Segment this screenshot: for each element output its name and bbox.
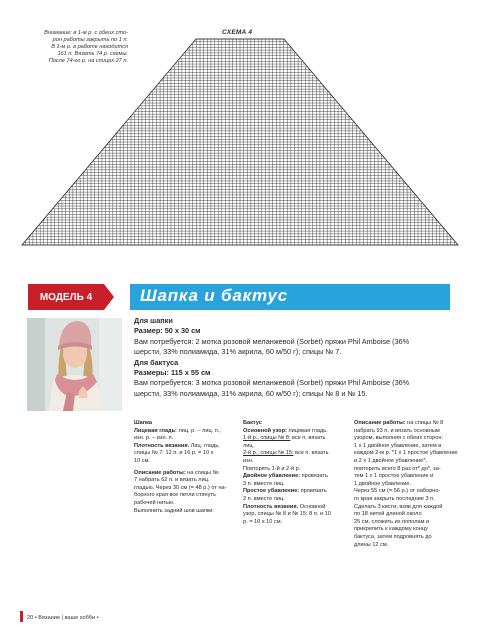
text-line: изн.	[243, 457, 254, 464]
text-line: го края закрыть последние 3 п.	[354, 495, 435, 502]
model-label: МОДЕЛЬ 4	[28, 284, 104, 310]
text-line: р. = 10 x 10 см.	[243, 518, 283, 525]
text-line: Плотность вязания. Лиц. гладь,	[134, 442, 220, 449]
scheme-note-line: Внимание: в 1-м р. с обеих сто-	[44, 30, 128, 36]
text-line: Описание работы: на спицы №	[134, 469, 219, 476]
text-line: гладью. Через 30 см (= 48 р.) от на-	[134, 484, 227, 491]
text-line: 1 двойное убавление.	[354, 480, 412, 487]
text-line: спицы № 7: 12 п. и 16 р. = 10 x	[134, 450, 214, 457]
text-line: Выполнить задний шов шапки.	[134, 507, 214, 514]
bactus-heading: Для бактуса	[134, 357, 179, 367]
bactus-instructions	[243, 420, 349, 526]
chart-grid	[22, 39, 458, 245]
text-line: лиц.	[243, 442, 255, 449]
model-title: Шапка и бактус	[140, 286, 288, 305]
text-line: 3 п. вместе лиц.	[243, 480, 285, 487]
text-line: 25 см, сложить их пополам и	[354, 518, 430, 525]
bactus-materials-cont: шерсти, 33% полиамида, 31% акрила, 60 м/50 г); спицы № 8 и № 15.	[134, 388, 368, 398]
text-line: рабочей нитью.	[134, 499, 175, 506]
footer-text: • Вязание | ваше хобби •	[34, 615, 99, 621]
hat-materials-cont: шерсти, 33% полиамида, 31% акрила, 60 м/50 г); спицы № 7.	[134, 347, 342, 357]
text-line: Основной узор: лицевая гладь.	[243, 427, 328, 434]
text-line: прикрепить к каждому концу	[354, 526, 428, 533]
text-line: тем 1 x 1 простое убавление и	[354, 473, 434, 480]
text-line: 7 набрать 62 п. и вязать лиц.	[134, 477, 210, 484]
text-line: бактуса, затем подровнять до	[354, 533, 432, 540]
text-line: 1 x 1 двойное убавление, затем в	[354, 442, 442, 449]
text-line: Через 55 см (= 56 р.) от наборно-	[354, 488, 441, 495]
hat-materials: Вам потребуется: 2 мотка розовой меланжевой (Sorbet) пряжи Phil Amboise (36%	[134, 336, 410, 346]
scheme-note-line: В 1-м р. в работе находится	[51, 44, 128, 50]
scheme-note-line: 161 п. Вязать 74 р. схемы.	[57, 51, 128, 57]
hat-instr-heading: Шапка	[134, 420, 153, 426]
text-line: набрать 93 п. и вязать основным	[354, 427, 440, 434]
text-line: Повторять 1-й и 2-й р.	[243, 465, 301, 472]
bactus-work-description	[354, 420, 458, 549]
text-line: повторить всего 8 раз от* до*, за-	[354, 465, 441, 472]
model-photo	[27, 318, 122, 411]
hat-instructions	[134, 420, 240, 515]
bactus-materials: Вам потребуется: 3 мотка розовой меланжевой (Sorbet) пряжи Phil Amboise (36%	[134, 378, 410, 388]
hat-size: Размер: 50 x 30 см	[134, 326, 201, 336]
page-number: 20	[27, 615, 34, 621]
bactus-size: Размеры: 115 x 55 см	[134, 368, 211, 378]
hat-heading: Для шапки	[134, 316, 173, 325]
text-line: 10 см.	[134, 457, 150, 464]
footer	[27, 615, 99, 621]
scheme-title: СХЕМА 4	[222, 29, 253, 36]
text-line: каждом 2-м р. *1 x 1 простое убавление	[354, 450, 458, 457]
scheme-note-line: рон работы закрыть по 1 п.	[52, 37, 128, 43]
text-line: Двойное убавление: провязать	[243, 473, 328, 480]
text-line: 2-й р., спицы № 15: все п. вязать	[243, 450, 329, 457]
text-line: узором, выполняя с обеих сторон:	[354, 435, 444, 442]
text-line: борного края все петли стянуть	[134, 492, 216, 499]
text-line: Описание работы: на спицы № 8	[354, 420, 444, 426]
text-line: узор, спицы № 8 и № 15: 8 п. и 10	[243, 511, 331, 518]
footer-bar	[20, 611, 23, 622]
model-label-arrow	[104, 284, 114, 310]
scheme-note-line: После 74-го р. на спицах 27 п.	[48, 58, 128, 64]
spec-block	[134, 316, 454, 399]
text-line: изн. р. – изн. п.	[134, 435, 174, 442]
text-line: Плотность вязания. Основной	[243, 503, 326, 510]
model-banner	[28, 284, 450, 310]
text-line: Сделать 3 кисти, взяв для каждой	[354, 503, 443, 510]
text-line: 1-й р., спицы № 8: все п. вязать	[243, 435, 326, 442]
bactus-instr-heading: Бактус	[243, 420, 262, 426]
text-line: 2 п. вместе лиц.	[243, 495, 285, 502]
text-line: Простое убавление: провязать	[243, 488, 327, 495]
scheme-note	[38, 30, 128, 65]
text-line: Лицевая гладь: лиц. р. – лиц. п.,	[134, 427, 221, 434]
text-line: и 2 x 1 двойное убавление*,	[354, 457, 427, 464]
text-line: по 18 нитей длиной около	[354, 511, 422, 518]
text-line: длины 12 см.	[354, 541, 389, 548]
